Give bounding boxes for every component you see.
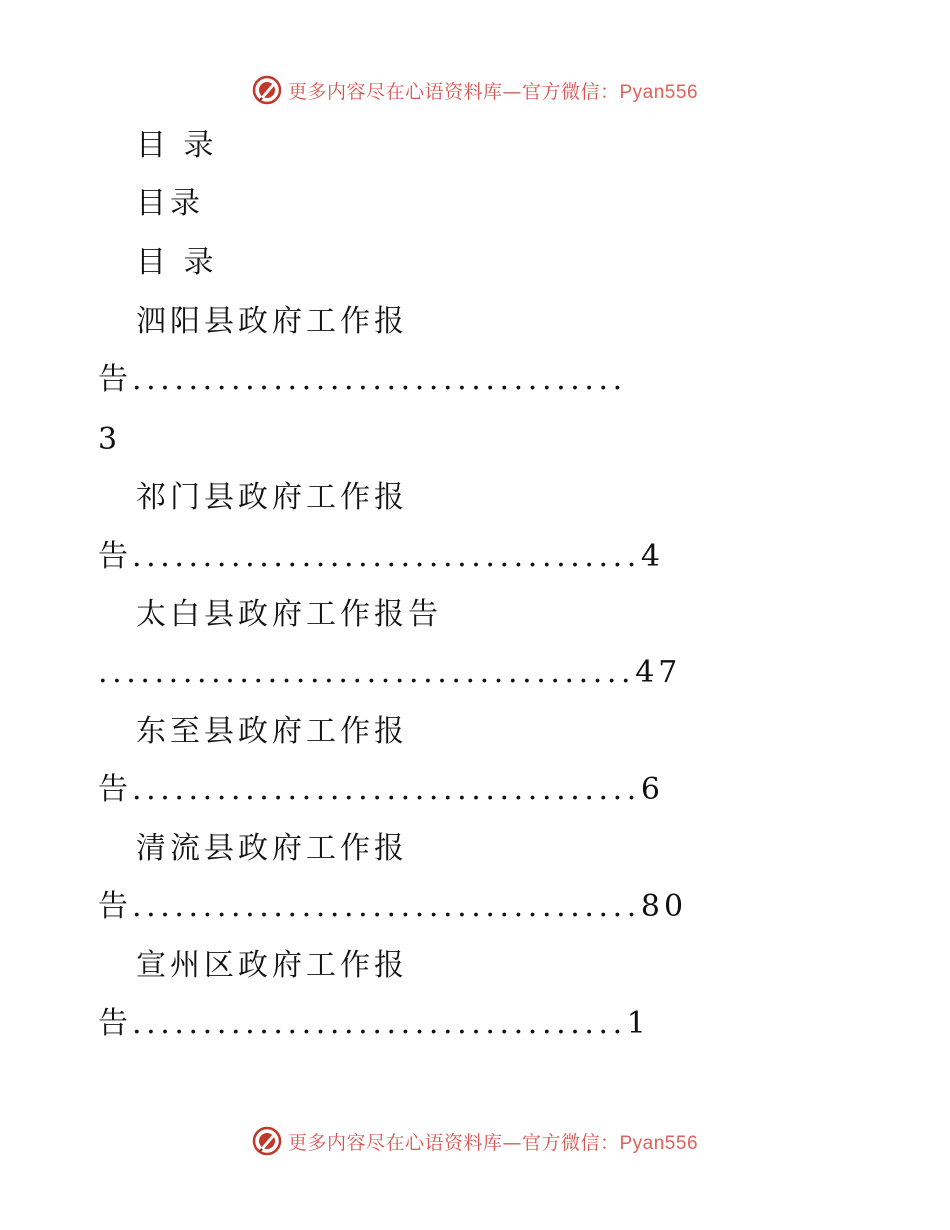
toc-entry-dots: ................................... (132, 1006, 627, 1041)
toc-entry-dots: ...................................... (98, 655, 636, 690)
toc-entry-leader (98, 360, 627, 400)
toc-heading: 目录 (136, 186, 204, 221)
toc-heading: 目 录 (136, 128, 218, 163)
toc-entry-title: 宣州区政府工作报 (136, 948, 408, 983)
watermark-brand: 更多内容尽在心语资料库 (287, 80, 503, 103)
toc-entry-leader (98, 770, 664, 810)
pen-logo-icon (252, 75, 282, 105)
toc-entry-page: 4 (640, 539, 664, 574)
toc-entry-page: 1 (626, 1006, 650, 1041)
watermark-separator: — (502, 1131, 522, 1154)
watermark-footer (0, 1121, 950, 1161)
toc-entry-title: 东至县政府工作报 (136, 714, 408, 749)
pen-logo-icon (252, 1126, 282, 1156)
watermark-label: 官方微信： (521, 80, 620, 103)
toc-entry-tail: 告 (98, 539, 132, 574)
toc-entry-leader (98, 1004, 650, 1044)
toc-entry-title: 清流县政府工作报 (136, 831, 408, 866)
watermark-separator: — (502, 80, 522, 103)
toc-entry-leader (98, 537, 664, 577)
toc-entry-leader (98, 887, 687, 927)
toc-entry-page: 3 (98, 422, 122, 457)
toc-entry-title: 泗阳县政府工作报 (136, 304, 408, 339)
toc-entry-page: 6 (640, 772, 664, 807)
toc-entry-tail: 告 (98, 772, 132, 807)
toc-entry-dots: .................................... (132, 889, 641, 924)
watermark-wechat-id: Pyan556 (619, 1132, 699, 1154)
toc-entry-dots: .................................... (132, 772, 641, 807)
toc-entry-dots: .................................... (132, 539, 641, 574)
toc-entry-page: 80 (640, 889, 688, 924)
watermark-brand: 更多内容尽在心语资料库 (287, 1131, 503, 1154)
toc-entry-page: 47 (635, 655, 682, 690)
toc-entry-title: 太白县政府工作报告 (136, 597, 442, 632)
toc-entry-leader (98, 653, 681, 693)
toc-entry-title: 祁门县政府工作报 (136, 480, 408, 515)
watermark-header (0, 70, 950, 110)
toc-entry-tail: 告 (98, 1006, 132, 1041)
toc-entry-dots: ................................... (132, 362, 627, 397)
toc-entry-tail: 告 (98, 889, 132, 924)
watermark-label: 官方微信： (521, 1131, 620, 1154)
watermark-wechat-id: Pyan556 (619, 81, 699, 103)
toc-entry-tail: 告 (98, 362, 132, 397)
toc-heading: 目 录 (136, 245, 218, 280)
